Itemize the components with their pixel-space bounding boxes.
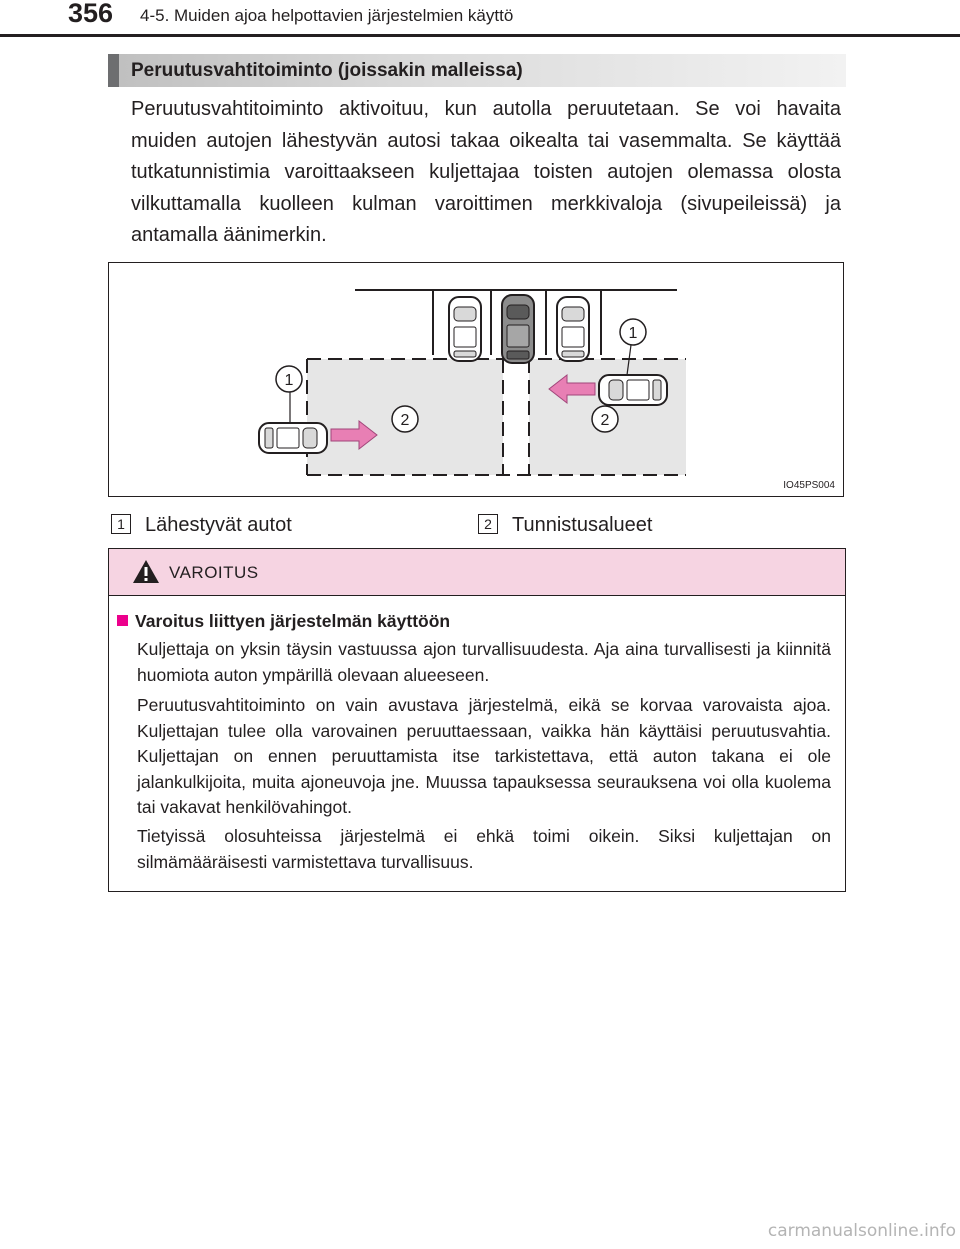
own-car	[502, 295, 534, 363]
callout-1-left-label: 1	[284, 372, 294, 389]
warning-subheading-text: Varoitus liittyen järjestelmän käyttöön	[135, 611, 451, 631]
running-title: 4-5. Muiden ajoa helpottavien järjestelmien käyttö	[140, 6, 514, 25]
section-heading-text: Peruutusvahtitoiminto (joissakin malleissa)	[131, 60, 523, 81]
legend-number: 2	[478, 514, 498, 534]
legend-label: Lähestyvät autot	[145, 514, 292, 536]
warning-paragraph-3: Tietyissä olosuhteissa järjestelmä ei ehkä toimi oikein. Siksi kuljettajan on silmämääräisesti varmistettava turvallisuus.	[137, 826, 831, 872]
legend-number: 1	[111, 514, 131, 534]
approaching-car-right	[599, 375, 667, 405]
legend-item-2	[478, 514, 652, 537]
figure-illustration	[109, 263, 845, 498]
callout-2-left-label: 2	[400, 412, 410, 429]
parked-car-left	[449, 297, 481, 361]
callout-1-right-label: 1	[628, 325, 638, 342]
legend-item-1	[111, 514, 292, 537]
heading-accent-bar	[108, 54, 119, 87]
warning-subheading	[117, 611, 450, 632]
warning-box	[108, 548, 846, 892]
page-number: 356	[68, 0, 114, 28]
approaching-car-left	[259, 423, 327, 453]
header-rule	[0, 34, 960, 37]
warning-paragraph-1: Kuljettaja on yksin täysin vastuussa ajon turvallisuudesta. Aja aina turvallisesti ja kiinnitä huomiota auton ympärillä olevaan alueeseen.	[137, 639, 831, 685]
warning-title: VAROITUS	[169, 563, 259, 582]
legend-label: Tunnistusalueet	[512, 514, 653, 536]
warning-header	[109, 549, 845, 596]
figure-code: IO45PS004	[783, 480, 835, 491]
intro-paragraph: Peruutusvahtitoiminto aktivoituu, kun autolla peruutetaan. Se voi havaita muiden autojen lähestyvän autosi takaa oikealta tai vasemmalta. Se käyttää tutkatunnistimia varoittaakseen kuljettajaa toisten autojen olemassa olosta vilkuttamalla kuolleen kulman varoittimen merkkivaloja (sivupeileissä) ja antamalla äänimerkin.	[131, 98, 841, 246]
warning-paragraph-2: Peruutusvahtitoiminto on vain avustava järjestelmä, eikä se korvaa varovaista ajoa. Kuljettajan tulee olla varovainen peruuttaessaan, vaikka hän käyttäisi peruutusvahtia. Kuljettajan on ennen peruuttamista itse tarkistettava, että auton takana ei ole jalankulkijoita, muita ajoneuvoja jne. Muussa tapauksessa seurauksena voi olla kuolema tai vakavat henkilövahingot.	[137, 695, 831, 817]
parked-car-right	[557, 297, 589, 361]
callout-2-right-label: 2	[600, 412, 610, 429]
watermark: carmanualsonline.info	[767, 1221, 956, 1241]
warning-triangle-icon	[132, 559, 160, 584]
rear-cross-traffic-figure	[108, 262, 844, 497]
bullet-square-icon	[117, 615, 128, 626]
section-heading	[108, 54, 846, 87]
